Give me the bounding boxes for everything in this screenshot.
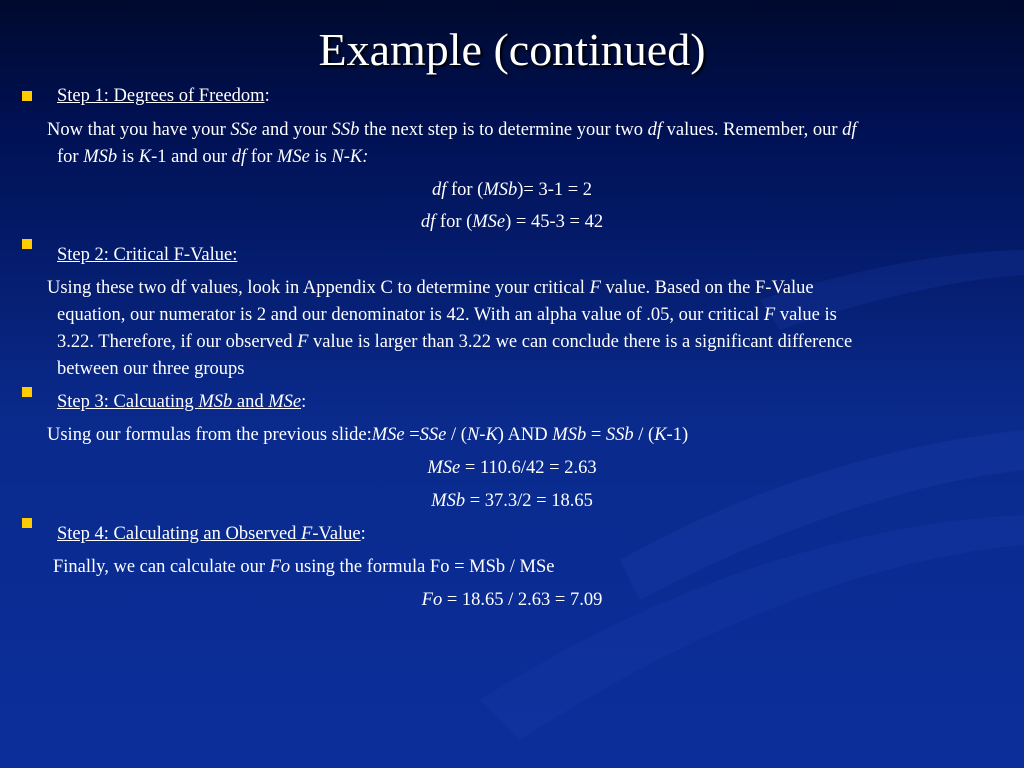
step-3-heading [57,392,301,412]
step-2-line-1 [47,275,814,302]
text-segment: = 37.3/2 = 18.65 [465,491,593,511]
text-segment: is [309,147,332,167]
step-4-colon: : [360,524,366,544]
text-segment: MSe [268,392,302,412]
text-segment: and [232,392,269,412]
text-segment: Using our formulas from the previous slide: [47,425,372,445]
step-2-heading-line [57,242,237,269]
text-segment: is [117,147,139,167]
text-segment: values. Remember, our [662,120,843,140]
text-segment: df [231,147,247,167]
step-1-colon: : [264,86,270,106]
text-segment: ) = 45-3 = 42 [505,212,604,232]
text-segment: K [138,147,152,167]
text-segment: for ( [435,212,473,232]
text-segment: the next step is to determine your two [359,120,648,140]
step-3-equation-1 [0,455,1024,482]
step-2-line-3 [57,329,852,356]
step-3-colon: : [301,392,307,412]
text-segment: df [420,212,436,232]
step-1-paragraph-line-2 [57,144,368,171]
text-segment: N-K: [331,147,369,167]
text-segment: Step 4: Calculating an Observed [57,524,302,544]
bullet-step-3 [22,387,32,397]
text-segment: df [431,180,447,200]
text-segment: F [589,278,601,298]
text-segment: N-K [466,425,498,445]
text-segment: Now that you have your [47,120,231,140]
step-3-heading-line [57,389,306,416]
text-segment: SSe [419,425,447,445]
text-segment: MSe [371,425,405,445]
text-segment: -1) [666,425,689,445]
text-segment: for [246,147,277,167]
text-segment: = [404,425,420,445]
step-2-heading: Step 2: Critical F-Value: [57,245,238,265]
step-3-equation-2 [0,488,1024,515]
text-segment: SSb [331,120,360,140]
text-segment: using the formula Fo = MSb / MSe [290,557,555,577]
text-segment: value is larger than 3.22 we can conclude there is a significant difference [308,332,853,352]
text-segment: SSe [230,120,258,140]
text-segment: equation, our numerator is 2 and our denominator is 42. With an alpha value of .05, our critical [57,305,764,325]
text-segment: F [763,305,776,325]
text-segment: / ( [446,425,467,445]
text-segment: Fo [269,557,291,577]
step-4-line-1 [53,554,554,581]
text-segment: between our three groups [57,359,245,379]
step-4-heading [57,524,361,544]
text-segment: value is [775,305,837,325]
step-3-line-1 [47,422,688,449]
step-1-equation-1 [0,177,1024,204]
text-segment: MSe [427,458,461,478]
text-segment: df [647,120,663,140]
text-segment: 3.22. Therefore, if our observed [57,332,298,352]
text-segment: MSe [276,147,310,167]
text-segment: / ( [633,425,655,445]
text-segment: MSb [552,425,587,445]
step-1-heading: Step 1: Degrees of Freedom [57,86,265,106]
text-segment: = 18.65 / 2.63 = 7.09 [442,590,603,610]
step-2-line-2 [57,302,837,329]
text-segment: SSb [605,425,634,445]
text-segment: )= 3-1 = 2 [517,180,593,200]
step-4-equation [0,587,1024,614]
text-segment: Finally, we can calculate our [53,557,270,577]
text-segment: K [654,425,667,445]
text-segment: for [57,147,84,167]
text-segment: Step 3: Calcuating [57,392,199,412]
step-1-heading-line [57,83,270,110]
text-segment: MSe [472,212,506,232]
text-segment: for ( [446,180,484,200]
text-segment: = 110.6/42 = 2.63 [460,458,597,478]
text-segment: Using these two df values, look in Appendix C to determine your critical [47,278,590,298]
text-segment: and your [257,120,332,140]
text-segment: MSb [83,147,118,167]
text-segment: F [301,524,313,544]
bullet-step-1 [22,91,32,101]
text-segment: value. Based on the F-Value [600,278,814,298]
text-segment: = [586,425,606,445]
text-segment: -Value [312,524,361,544]
text-segment: F [297,332,309,352]
bullet-step-2 [22,239,32,249]
text-segment: MSb [483,180,518,200]
step-1-paragraph-line-1 [47,117,857,144]
text-segment: MSb [198,392,233,412]
slide-title: Example (continued) [318,24,706,75]
text-segment: -1 and our [151,147,232,167]
step-4-heading-line [57,521,366,548]
text-segment: df [842,120,857,140]
text-segment: ) AND [497,425,553,445]
text-segment: MSb [431,491,466,511]
text-segment: Fo [421,590,443,610]
step-1-equation-2 [0,209,1024,236]
bullet-step-4 [22,518,32,528]
step-2-line-4 [57,356,245,383]
